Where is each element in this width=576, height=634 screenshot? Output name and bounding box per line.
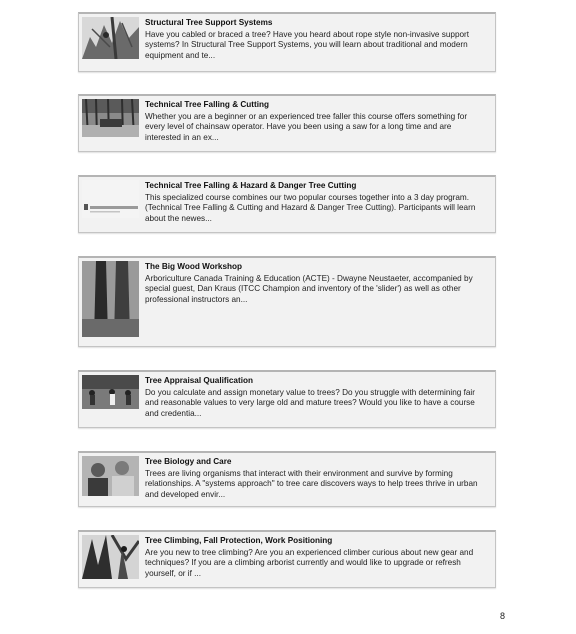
course-card-tree-appraisal[interactable] bbox=[78, 370, 496, 428]
course-description: Have you cabled or braced a tree? Have you heard about rope style non-invasive support systems? In Structural Tree Support Systems, you will learn about traditional and modern equipment and te... bbox=[145, 29, 470, 60]
course-thumbnail-image bbox=[82, 99, 139, 137]
course-card-hazard-danger-tree-cutting[interactable] bbox=[78, 175, 496, 233]
course-title[interactable]: Technical Tree Falling & Hazard & Danger Tree Cutting bbox=[145, 181, 357, 190]
course-thumbnail-image bbox=[82, 261, 139, 337]
course-description: Do you calculate and assign monetary value to trees? Do you struggle with determining fair and reasonable values to very large old and mature trees? Would you like to have a course and credentia... bbox=[145, 387, 475, 418]
course-description: Whether you are a beginner or an experienced tree faller this course offers something for every level of chainsaw operator. Have you been using a saw for a long time and are interested in an ex... bbox=[145, 111, 468, 142]
course-card-structural-tree-support[interactable] bbox=[78, 12, 496, 72]
course-card-tree-climbing[interactable] bbox=[78, 530, 496, 588]
course-title[interactable]: Technical Tree Falling & Cutting bbox=[145, 100, 270, 109]
course-description: Arboriculture Canada Training & Education (ACTE) - Dwayne Neustaeter, accompanied by special guest, Dan Kraus (ITCC Champion and inventory of the 'slider') as well as other professional instructors an... bbox=[145, 273, 473, 304]
course-card-big-wood-workshop[interactable] bbox=[78, 256, 496, 347]
course-card-technical-tree-falling[interactable] bbox=[78, 94, 496, 152]
course-description: Are you new to tree climbing? Are you an experienced climber curious about new gear and techniques? If you are a climbing arborist currently and would like to upgrade or refresh yourself, or if ... bbox=[145, 547, 474, 578]
course-title[interactable]: Tree Climbing, Fall Protection, Work Positioning bbox=[145, 536, 333, 545]
course-card-tree-biology-care[interactable] bbox=[78, 451, 496, 507]
course-description: Trees are living organisms that interact with their environment and survive by forming relationships. A "systems approach" to tree care discovers ways to help trees thrive in urban and developed envir... bbox=[145, 468, 478, 499]
course-thumbnail-image bbox=[82, 17, 139, 59]
course-title[interactable]: The Big Wood Workshop bbox=[145, 262, 243, 271]
course-title[interactable]: Tree Appraisal Qualification bbox=[145, 376, 253, 385]
course-thumbnail-image bbox=[82, 456, 139, 496]
course-thumbnail-image bbox=[82, 180, 139, 218]
page-number: 8 bbox=[500, 611, 506, 621]
course-title[interactable]: Tree Biology and Care bbox=[145, 457, 232, 466]
course-description: This specialized course combines our two popular courses together into a 3 day program. (Technical Tree Falling & Cutting and Hazard & Danger Tree Cutting). Participants will learn about the newes... bbox=[145, 192, 476, 223]
course-thumbnail-image bbox=[82, 375, 139, 409]
course-title[interactable]: Structural Tree Support Systems bbox=[145, 18, 273, 27]
course-thumbnail-image bbox=[82, 535, 139, 579]
